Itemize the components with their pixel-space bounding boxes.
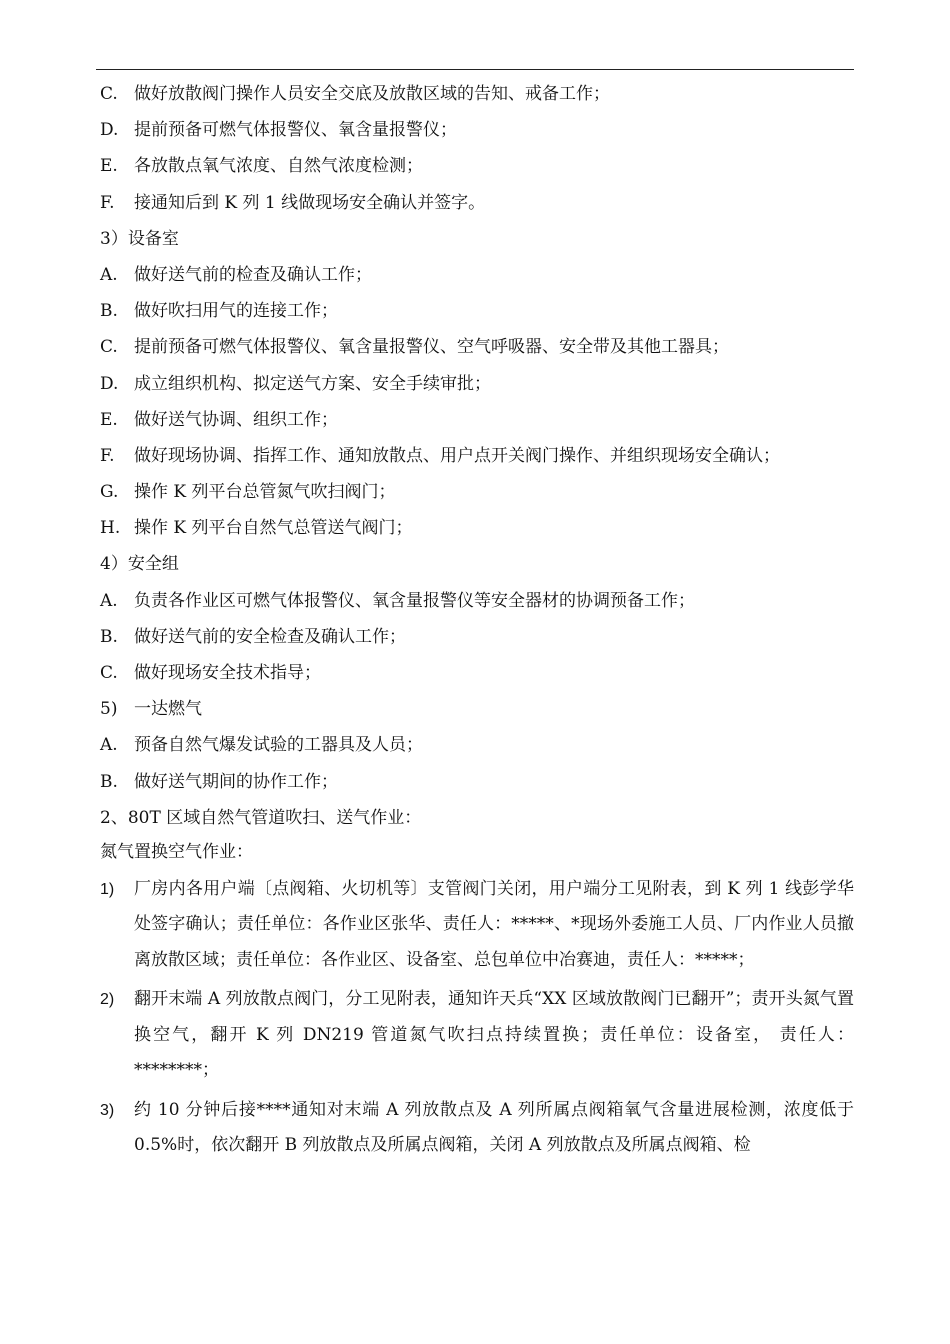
item-text: 做好现场协调、指挥工作、通知放散点、用户点开关阀门操作、并组织现场安全确认； — [134, 445, 780, 466]
item-text: 提前预备可燃气体报警仪、氧含量报警仪； — [134, 120, 457, 141]
item-label: F. — [100, 192, 115, 213]
item-label: E. — [100, 409, 118, 430]
header-rule — [96, 69, 854, 70]
numbered-step — [100, 982, 854, 1089]
item-text: 做好送气协调、组织工作； — [134, 409, 338, 430]
item-label: C. — [100, 663, 118, 683]
list-item — [100, 474, 854, 510]
item-label: B. — [100, 771, 118, 792]
item-text: 预备自然气爆发试验的工器具及人员； — [134, 735, 423, 756]
item-label: A. — [100, 264, 118, 285]
item-text: 做好送气前的安全检查及确认工作； — [134, 626, 406, 647]
list-item — [100, 583, 854, 619]
item-label: B. — [100, 626, 118, 647]
item-label: C. — [100, 337, 118, 358]
list-item — [100, 329, 854, 365]
item-label: G. — [100, 482, 119, 503]
item-text: 做好送气期间的协作工作； — [134, 771, 338, 792]
numbered-step — [100, 1093, 854, 1164]
list-item — [100, 185, 854, 221]
item-label: C. — [100, 84, 118, 104]
step-text: 约 10 分钟后接****通知对末端 A 列放散点及 A 列所属点阀箱氧气含量进展检测，浓度低于 0.5%时，依次翻开 B 列放散点及所属点阀箱，关闭 A 列放散点及所属点阀箱、检 — [134, 1099, 854, 1156]
item-label: A. — [100, 735, 118, 756]
item-label: F. — [100, 445, 115, 466]
item-text: 做好吹扫用气的连接工作； — [134, 301, 338, 322]
item-text: 做好送气前的检查及确认工作； — [134, 264, 372, 285]
numbered-step — [100, 872, 854, 979]
item-text: 接通知后到 K 列 1 线做现场安全确认并签字。 — [134, 192, 486, 213]
list-item — [100, 510, 854, 546]
item-text: 负责各作业区可燃气体报警仪、氧含量报警仪等安全器材的协调预备工作； — [134, 590, 695, 611]
item-label: H. — [100, 518, 121, 539]
part2-subtitle: 氮气置换空气作业： — [100, 841, 253, 862]
step-number: 2) — [100, 991, 115, 1009]
list-item — [100, 402, 854, 438]
step-number: 1) — [100, 880, 115, 898]
item-text: 做好放散阀门操作人员安全交底及放散区域的告知、戒备工作； — [134, 84, 610, 104]
document-body — [100, 76, 854, 1164]
step-text: 翻开末端 A 列放散点阀门，分工见附表，通知许天兵“XX 区域放散阀门已翻开”；责开头氮气置换空气，翻开 K 列 DN219 管道氮气吹扫点持续置换；责任单位：设备室， 责任人：********； — [134, 989, 854, 1081]
item-text: 成立组织机构、拟定送气方案、安全手续审批； — [134, 373, 491, 394]
item-label: D. — [100, 373, 119, 394]
list-item — [100, 293, 854, 329]
item-text: 操作 K 列平台总管氮气吹扫阀门； — [134, 482, 396, 503]
item-label: 5) — [100, 699, 118, 720]
item-label: A. — [100, 590, 118, 611]
section-heading-safety-group: 4）安全组 — [100, 554, 179, 575]
list-item — [100, 764, 854, 800]
item-text: 各放散点氧气浓度、自然气浓度检测； — [134, 156, 423, 177]
step-number: 3) — [100, 1101, 115, 1119]
item-label: B. — [100, 301, 118, 322]
list-item — [100, 438, 854, 474]
item-text: 一达燃气 — [134, 699, 202, 720]
list-item — [100, 619, 854, 655]
item-text: 做好现场安全技术指导； — [134, 663, 321, 683]
part2-title: 2、80T 区域自然气管道吹扫、送气作业： — [100, 807, 422, 828]
list-item — [100, 366, 854, 402]
item-label: D. — [100, 120, 119, 141]
section-heading-equipment-room: 3）设备室 — [100, 228, 179, 249]
section-heading-gas-company — [100, 691, 854, 727]
item-text: 提前预备可燃气体报警仪、氧含量报警仪、空气呼吸器、安全带及其他工器具； — [134, 337, 729, 358]
item-label: E. — [100, 156, 118, 177]
item-text: 操作 K 列平台自然气总管送气阀门； — [134, 518, 413, 539]
list-item — [100, 112, 854, 148]
list-item — [100, 76, 854, 112]
list-item — [100, 257, 854, 293]
list-item — [100, 655, 854, 691]
list-item — [100, 727, 854, 763]
list-item — [100, 148, 854, 184]
step-text: 厂房内各用户端〔点阀箱、火切机等〕支管阀门关闭，用户端分工见附表，到 K 列 1 线彭学华处签字确认；责任单位：各作业区张华、责任人：*****、*现场外委施工人员、厂内作业人员撤离放散区域；责任单位：各作业区、设备室、总包单位中冶赛迪，责任人：*****； — [134, 878, 854, 970]
